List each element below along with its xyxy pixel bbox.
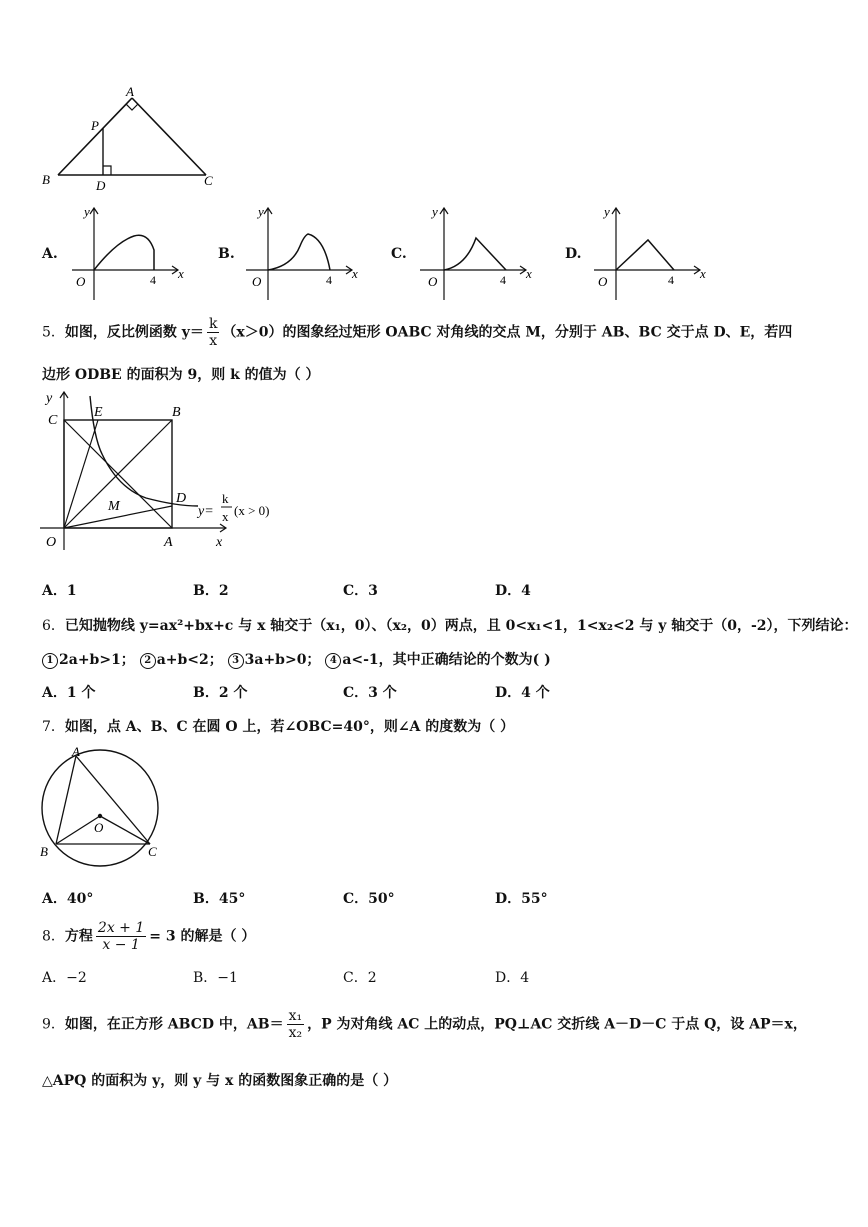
- q8-option-a: A．−2: [42, 970, 87, 986]
- label-b: B: [42, 172, 50, 187]
- svg-text:O: O: [76, 274, 86, 289]
- q8-suffix: = 3 的解是（ ）: [149, 928, 256, 945]
- q8-line1: [42, 920, 255, 953]
- q8-prefix: 方程: [64, 928, 93, 945]
- svg-text:O: O: [46, 535, 57, 550]
- svg-text:E: E: [94, 405, 103, 420]
- svg-text:O: O: [428, 274, 438, 289]
- svg-text:y: y: [432, 204, 438, 219]
- q5-text-a: 如图，反比例函数 y＝: [64, 324, 204, 341]
- svg-text:B: B: [40, 844, 48, 859]
- svg-text:y: y: [604, 204, 610, 219]
- q5-option-d: D．4: [495, 583, 531, 599]
- svg-text:(x > 0): (x > 0): [234, 503, 270, 518]
- q6-option-c: C．3 个: [343, 685, 397, 701]
- q7-line1: [42, 716, 514, 736]
- svg-text:4: 4: [500, 273, 506, 287]
- q4-option-b-graph: [240, 202, 365, 302]
- q8-option-b: B．−1: [193, 970, 238, 986]
- q5-line1: [42, 316, 792, 349]
- label-c: C: [204, 173, 213, 188]
- q6-option-b: B．2 个: [193, 685, 248, 701]
- label-d: D: [96, 178, 106, 193]
- svg-text:C: C: [48, 413, 58, 428]
- svg-text:x: x: [526, 266, 532, 281]
- q7-circle-figure: [36, 744, 166, 874]
- triangle-side-ba: [58, 98, 132, 175]
- q6-item1-marker: 1: [42, 653, 58, 669]
- svg-text:4: 4: [668, 273, 674, 287]
- q4-option-a-label: A.: [42, 246, 58, 262]
- svg-text:x: x: [216, 535, 223, 550]
- svg-text:B: B: [172, 405, 181, 420]
- q6-item2-marker: 2: [140, 653, 156, 669]
- svg-text:D: D: [176, 491, 187, 506]
- q4-option-c-graph: [414, 202, 539, 302]
- svg-text:x: x: [352, 266, 358, 281]
- q5-option-c: C．3: [343, 583, 378, 599]
- q4-option-b-label: B.: [218, 246, 235, 262]
- q5-option-a: A．1: [42, 583, 77, 599]
- q7-option-a: A．40°: [42, 891, 94, 907]
- svg-text:4: 4: [150, 273, 156, 287]
- q6-option-d: D．4 个: [495, 685, 550, 701]
- q6-line2: 1 2a+b>1； 2 a+b<2； 3 3a+b>0； 4 a<-1，其中正确结论的个数为( ): [42, 649, 551, 669]
- svg-text:y: y: [84, 204, 90, 219]
- q4-option-a-graph: [66, 202, 191, 302]
- q6-line1: [42, 615, 858, 635]
- label-p: P: [91, 118, 99, 133]
- svg-text:y: y: [258, 204, 264, 219]
- svg-text:4: 4: [326, 273, 332, 287]
- q9-number: 9．: [42, 1016, 65, 1033]
- q6-item3-marker: 3: [228, 653, 244, 669]
- q8-number: 8．: [42, 928, 65, 945]
- q6-item4-marker: 4: [325, 653, 341, 669]
- q9-line1: [42, 1008, 807, 1041]
- q7-option-d: D．55°: [495, 891, 548, 907]
- q9-fraction: $\frac{\text{x₁}}{\text{x₂}}$: [288, 1008, 303, 1041]
- q5-line2: 边形 ODBE 的面积为 9，则 k 的值为（ ）: [42, 367, 320, 383]
- triangle-figure: [36, 84, 226, 194]
- svg-text:A: A: [72, 744, 80, 759]
- svg-text:y=: y=: [198, 504, 214, 519]
- q8-fraction: $\frac{2x + 1}{x - 1}$: [97, 920, 145, 953]
- svg-text:O: O: [598, 274, 608, 289]
- triangle-side-ac: [132, 98, 206, 175]
- q9-text-a: 如图，在正方形 ABCD 中，AB＝: [64, 1016, 284, 1033]
- q4-option-d-graph: [588, 202, 713, 302]
- q6-option-a: A．1 个: [42, 685, 96, 701]
- q7-option-c: C．50°: [343, 891, 395, 907]
- q5-fraction: $\frac{k}{x}$: [208, 316, 218, 349]
- svg-text:k: k: [222, 491, 229, 506]
- q8-option-c: C．2: [343, 970, 377, 986]
- q5-figure: [36, 388, 296, 552]
- q9-text-b: ，P 为对角线 AC 上的动点，PQ⊥AC 交折线 A－D－C 于点 Q，设 AP＝x，: [307, 1016, 807, 1033]
- q5-text-b: （x＞0）的图象经过矩形 OABC 对角线的交点 M，分别于 AB、BC 交于点 D、E，若四: [222, 324, 793, 341]
- q7-number: 7．: [42, 719, 65, 735]
- q6-number: 6．: [42, 618, 65, 634]
- q7-option-b: B．45°: [193, 891, 246, 907]
- svg-text:A: A: [164, 535, 173, 550]
- q7-text: 如图，点 A、B、C 在圆 O 上，若∠OBC=40°，则∠A 的度数为（ ）: [64, 719, 515, 735]
- q6-text: 已知抛物线 y=ax²+bx+c 与 x 轴交于（x₁，0）、（x₂，0）两点，且 0<x₁<1，1<x₂<2 与 y 轴交于（0，-2），下列结论：: [64, 618, 858, 634]
- right-angle-d: [103, 166, 111, 175]
- q4-option-c-label: C.: [391, 246, 407, 262]
- svg-text:x: x: [222, 509, 229, 524]
- svg-text:C: C: [148, 844, 157, 859]
- svg-text:y: y: [46, 391, 53, 406]
- svg-text:O: O: [252, 274, 262, 289]
- label-a: A: [126, 84, 134, 99]
- q9-line2: △APQ 的面积为 y，则 y 与 x 的函数图象正确的是（ ）: [42, 1073, 398, 1089]
- q5-option-b: B．2: [193, 583, 229, 599]
- right-angle-a: [126, 104, 138, 110]
- svg-text:O: O: [94, 820, 104, 835]
- q8-option-d: D．4: [495, 970, 530, 986]
- svg-text:x: x: [178, 266, 184, 281]
- q5-number: 5．: [42, 324, 65, 341]
- svg-text:M: M: [108, 499, 120, 514]
- svg-text:x: x: [700, 266, 706, 281]
- q4-option-d-label: D.: [565, 246, 582, 262]
